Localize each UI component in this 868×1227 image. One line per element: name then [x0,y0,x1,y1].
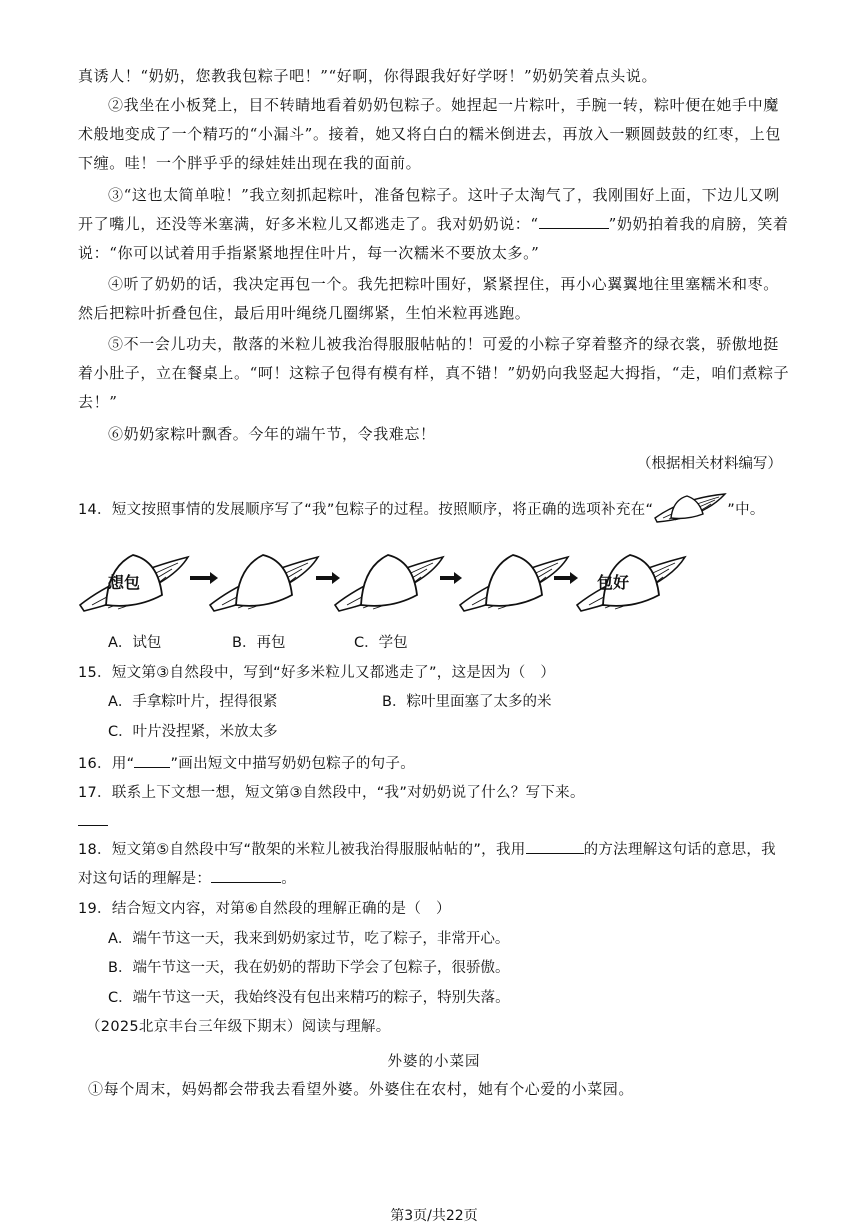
question-18-text-a: 18．短文第⑤自然段中写“散架的米粒儿被我治得服服帖帖的”，我用 [78,842,526,858]
page-footer: 第3页/共22页 [390,1208,478,1224]
q19-option-b[interactable]: B．端午节这一天，我在奶奶的帮助下学会了包粽子，很骄傲。 [108,960,510,976]
question-16 [78,750,790,779]
q14-option-a[interactable]: A．试包 [108,635,162,651]
question-17: 17．联系上下文想一想，短文第③自然段中，“我”对奶奶说了什么？写下来。 [78,785,585,801]
quote-blank [539,212,609,229]
story-paragraph-6: ⑥奶奶家粽叶飘香。今年的端午节，令我难忘！ [108,425,436,443]
arrow-icon [316,572,340,584]
q14-option-c[interactable]: C．学包 [354,635,408,651]
flow-start-label: 想包 [108,573,141,592]
story-paragraph-4: ④听了奶奶的话，我决定再包一个。我先把粽叶围好，紧紧捏住，再小心翼翼地往里塞糯米和枣。然后把粽叶折叠包住，最后用叶绳绕几圈绑紧，生怕米粒再逃跑。 [78,275,779,322]
flow-end-label: 包好 [597,573,630,592]
story-paragraph-5: ⑤不一会儿功夫，散落的米粒儿被我治得服服帖帖的！可爱的小粽子穿着整齐的绿衣裳，骄傲地挺着小肚子，立在餐桌上。“呵！这粽子包得有模有样，真不错！”奶奶向我竖起大拇指，“走，咱们煮粽子去！” [78,335,790,411]
story-paragraph-3-part-b: ”奶奶拍着我的肩膀，笑着说：“你可以试着用手指紧紧地捏住叶片，每一次糯米不要放太多。” [78,215,789,262]
question-18-text-d: 。 [281,871,297,887]
question-16-text-a: 16．用“ [78,756,135,772]
arrow-icon [190,572,218,584]
question-19: 19．结合短文内容，对第⑥自然段的理解正确的是（ ） [78,901,451,917]
question-18-text-b: 的方法理解这句话的意思，我 [583,842,776,858]
q18-method-blank[interactable] [526,837,584,854]
next-passage-intro: （2025北京丰台三年级下期末）阅读与理解。 [86,1019,391,1035]
story-paragraph-2: ②我坐在小板凳上，目不转睛地看着奶奶包粽子。她捏起一片粽叶，手腕一转，粽叶便在她手中魔术般地变成了一个精巧的“小漏斗”。接着，她又将白白的糯米倒进去，再放入一颗圆鼓鼓的红枣，上包下缠。哇！一个胖乎乎的绿娃娃出现在我的面前。 [78,96,781,172]
next-passage-paragraph-1: ①每个周末，妈妈都会带我去看望外婆。外婆住在农村，她有个心爱的小菜园。 [88,1080,635,1098]
zongzi-placeholder-icon [653,500,727,520]
arrow-icon [440,572,462,584]
story-paragraph-1-tail: 真诱人！“奶奶，您教我包粽子吧！”“好啊，你得跟我好好学呀！”奶奶笑着点头说。 [78,67,658,85]
question-15: 15．短文第③自然段中，写到“好多米粒儿又都逃走了”，这是因为（ ） [78,665,556,681]
answer-line[interactable] [78,825,108,826]
arrow-icon [554,572,578,584]
q19-option-c[interactable]: C．端午节这一天，我始终没有包出来精巧的粽子，特别失落。 [108,990,510,1006]
question-14-text-b: ”中。 [727,502,765,518]
source-note: （根据相关材料编写） [637,456,782,472]
question-14-text-a: 14．短文按照事情的发展顺序写了“我”包粽子的过程。按照顺序，将正确的选项补充在“ [78,502,654,518]
zongzi-step-4-icon [460,555,568,611]
q15-option-c[interactable]: C．叶片没捏紧，米放太多 [108,724,278,740]
story-paragraph-3 [78,181,790,268]
q14-option-b[interactable]: B．再包 [232,635,286,651]
question-16-text-b: ”画出短文中描写奶奶包粽子的句子。 [170,756,416,772]
q15-option-b[interactable]: B．粽叶里面塞了太多的米 [382,694,552,710]
q18-understanding-blank[interactable] [211,866,281,883]
question-14 [78,496,790,525]
q15-option-a[interactable]: A．手拿粽叶片，捏得很紧 [108,694,278,710]
question-18 [78,836,790,894]
zongzi-step-2-icon [210,555,318,611]
story-paragraph-3-part-a: ③“这也太简单啦！”我立刻抓起粽叶，准备包粽子。这叶子太淘气了，我刚围好上面，下边儿又咧开了嘴儿，还没等米塞满，好多米粒儿又都逃走了。我对奶奶说：“ [78,186,780,233]
question-18-text-c: 对这句话的理解是： [78,871,212,887]
next-passage-title: 外婆的小菜园 [387,1054,481,1070]
q19-option-a[interactable]: A．端午节这一天，我来到奶奶家过节，吃了粽子，非常开心。 [108,931,510,947]
zongzi-step-3-icon [335,555,443,611]
underline-sample [134,751,170,768]
zongzi-step-5-icon [577,555,685,611]
